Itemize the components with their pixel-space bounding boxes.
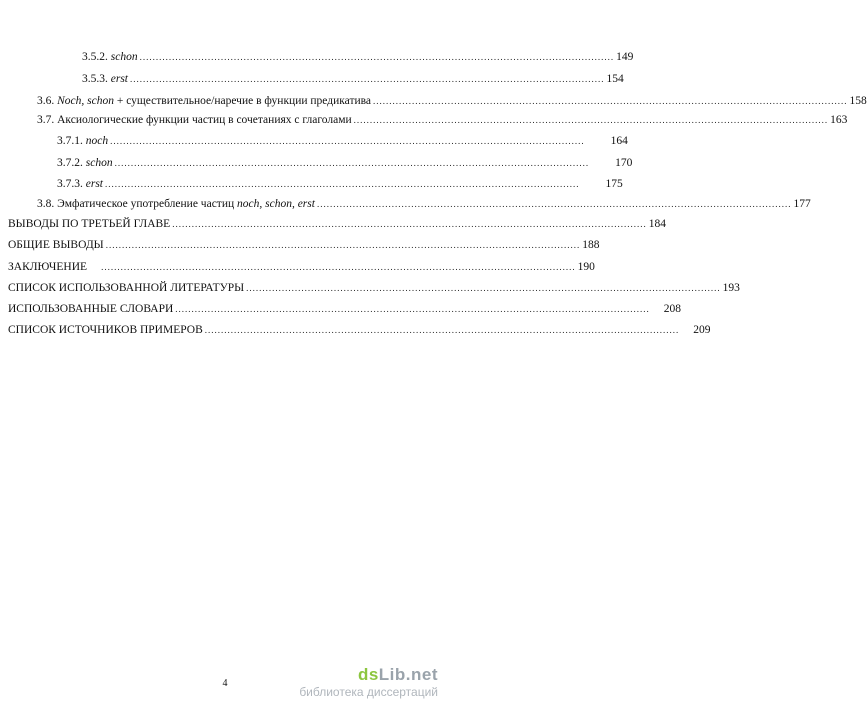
toc-entry-label: СПИСОК ИСПОЛЬЗОВАННОЙ ЛИТЕРАТУРЫ (8, 282, 245, 294)
toc-entry-bibliography (8, 281, 740, 295)
toc-dot-leader: .................................................................................................................................................. (246, 283, 721, 293)
toc-page-number: 188 (582, 239, 600, 251)
toc-entry-dictionaries (8, 302, 682, 316)
toc-entry-3-7-2 (57, 156, 633, 170)
toc-entry-3-7 (37, 113, 848, 127)
toc-entry-label: 3.7.2. schon (57, 157, 113, 169)
toc-entry-label: ОБЩИЕ ВЫВОДЫ (8, 239, 104, 251)
toc-dot-leader: .................................................................................................................................................. (353, 115, 829, 125)
toc-page-number: 163 (830, 114, 848, 126)
toc-entry-3-7-1 (57, 134, 628, 148)
page-number: 4 (222, 678, 228, 689)
toc-page-number: 149 (616, 51, 634, 63)
toc-dot-leader: .................................................................................................................................................. (204, 325, 680, 335)
toc-entry-conclusions-chapter-3 (8, 217, 666, 231)
toc-page-number: 175 (605, 178, 623, 190)
toc-entry-general-conclusions (8, 238, 600, 252)
toc-dot-leader: .................................................................................................................................................. (110, 136, 585, 146)
toc-dot-leader: .................................................................................................................................................. (105, 240, 581, 250)
toc-page-number: 177 (793, 198, 811, 210)
toc-entry-3-5-2 (82, 50, 634, 64)
toc-entry-3-6 (37, 94, 867, 108)
toc-entry-label: 3.7. Аксиологические функции частиц в сочетаниях с глаголами (37, 114, 352, 126)
toc-dot-leader: .................................................................................................................................................. (175, 304, 650, 314)
toc-entry-label: 3.8. Эмфатическое употребление частиц noch, schon, erst (37, 198, 315, 210)
toc-entry-label: 3.7.3. erst (57, 178, 103, 190)
toc-entry-conclusion (8, 260, 595, 274)
toc-entry-example-sources (8, 323, 711, 337)
toc-page-number: 193 (722, 282, 740, 294)
toc-page-number: 164 (610, 135, 628, 147)
toc-entry-label: 3.5.2. schon (82, 51, 138, 63)
toc-page-number: 158 (849, 95, 867, 107)
toc-dot-leader: .................................................................................................................................................. (139, 52, 615, 62)
toc-page-number: 209 (693, 324, 711, 336)
toc-dot-leader: .................................................................................................................................................. (172, 219, 647, 229)
toc-page-number: 154 (606, 73, 624, 85)
toc-entry-label: ЗАКЛЮЧЕНИЕ (8, 261, 88, 273)
toc-entry-3-7-3 (57, 177, 623, 191)
watermark-logo (299, 665, 438, 699)
toc-page-number: 184 (648, 218, 666, 230)
toc-entry-label: 3.5.3. erst (82, 73, 128, 85)
toc-entry-3-5-3 (82, 72, 624, 86)
toc-dot-leader: .................................................................................................................................................. (373, 96, 848, 106)
toc-entry-label: 3.7.1. noch (57, 135, 109, 147)
toc-page-number: 208 (663, 303, 682, 315)
toc-entry-label: СПИСОК ИСТОЧНИКОВ ПРИМЕРОВ (8, 324, 203, 336)
toc-dot-leader: .................................................................................................................................................. (130, 74, 605, 84)
toc-dot-leader: .................................................................................................................................................. (101, 262, 576, 272)
toc-entry-label: 3.6. Noch, schon + существительное/наречие в функции предикатива (37, 95, 372, 107)
watermark-brand: dsLib.net (357, 665, 438, 684)
watermark-tagline: библиотека диссертаций (299, 685, 438, 699)
toc-page-number: 190 (577, 261, 595, 273)
toc-dot-leader: .................................................................................................................................................. (105, 179, 580, 189)
toc-entry-label: ИСПОЛЬЗОВАННЫЕ СЛОВАРИ (8, 303, 174, 315)
toc-dot-leader: .................................................................................................................................................. (114, 158, 590, 168)
toc-dot-leader: .................................................................................................................................................. (316, 199, 792, 209)
toc-page-number: 170 (615, 157, 633, 169)
toc-entry-3-8 (37, 197, 811, 211)
toc-entry-label: ВЫВОДЫ ПО ТРЕТЬЕЙ ГЛАВЕ (8, 218, 171, 230)
